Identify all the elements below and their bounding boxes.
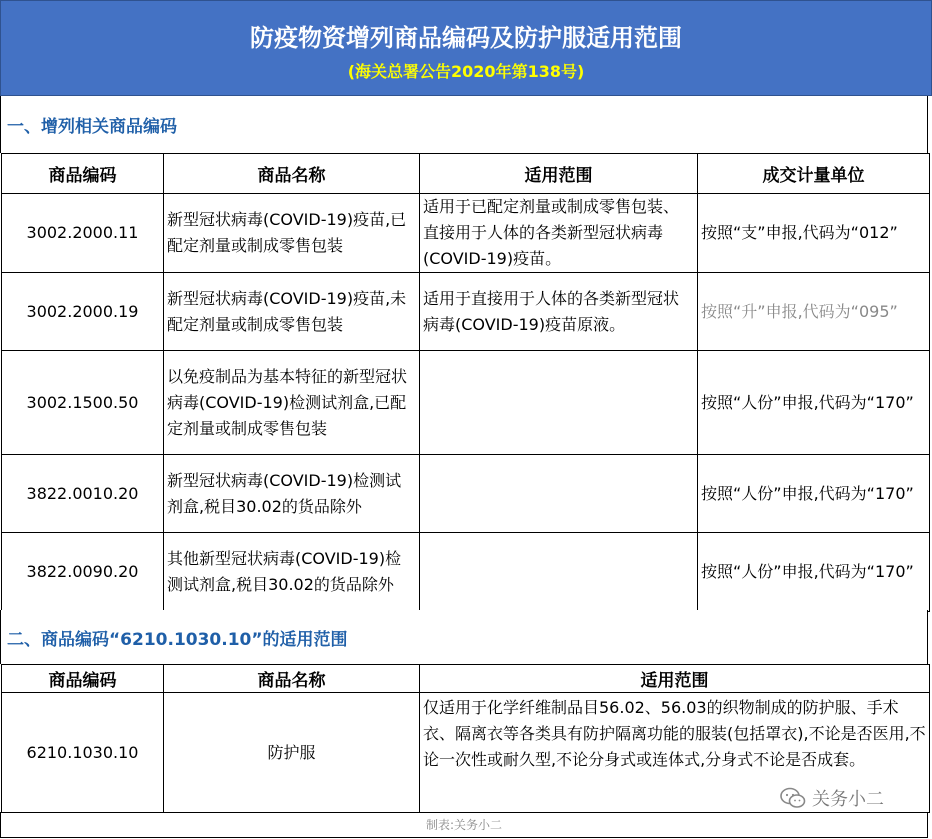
- column-header-code: 商品编码: [2, 154, 164, 194]
- unit-cell: 按照“人份”申报,代码为“170”: [698, 455, 930, 533]
- name-cell: 以免疫制品为基本特征的新型冠状病毒(COVID-19)检测试剂盒,已配定剂量或制成零售包装: [164, 351, 420, 455]
- table-row: [2, 273, 930, 351]
- unit-cell: 按照“支”申报,代码为“012”: [698, 194, 930, 273]
- wechat-icon: [780, 787, 806, 809]
- column-header-name: 商品名称: [164, 154, 420, 194]
- scope-cell: 仅适用于化学纤维制品目56.02、56.03的织物制成的防护服、手术衣、隔离衣等各类具有防护隔离功能的服装(包括罩衣),不论是否医用,不论一次性或耐久型,不论分身式或连体式,分身式不论是否成套。: [420, 693, 930, 813]
- column-header-code: 商品编码: [2, 665, 164, 693]
- name-cell: 防护服: [164, 693, 420, 813]
- name-cell: 其他新型冠状病毒(COVID-19)检测试剂盒,税目30.02的货品除外: [164, 533, 420, 612]
- title-banner: [0, 0, 932, 96]
- table-row: [2, 194, 930, 273]
- table-row: [2, 455, 930, 533]
- column-header-scope: 适用范围: [420, 154, 698, 194]
- code-cell: 3822.0010.20: [2, 455, 164, 533]
- scope-cell: [420, 455, 698, 533]
- section2-heading: [0, 610, 928, 664]
- unit-cell: 按照“人份”申报,代码为“170”: [698, 533, 930, 612]
- code-cell: 3002.1500.50: [2, 351, 164, 455]
- name-cell: 新型冠状病毒(COVID-19)疫苗,已配定剂量或制成零售包装: [164, 194, 420, 273]
- name-cell: 新型冠状病毒(COVID-19)检测试剂盒,税目30.02的货品除外: [164, 455, 420, 533]
- unit-cell: 按照“人份”申报,代码为“170”: [698, 351, 930, 455]
- watermark: [780, 785, 884, 811]
- column-header-unit: 成交计量单位: [698, 154, 930, 194]
- column-header-scope: 适用范围: [420, 665, 930, 693]
- column-header-name: 商品名称: [164, 665, 420, 693]
- code-cell: 3822.0090.20: [2, 533, 164, 612]
- section2-header-row: [2, 665, 930, 693]
- section1-title: 一、增列相关商品编码: [7, 117, 177, 137]
- page-title: 防疫物资增列商品编码及防护服适用范围: [250, 24, 682, 52]
- scope-cell: [420, 533, 698, 612]
- scope-cell: 适用于已配定剂量或制成零售包装、直接用于人体的各类新型冠状病毒(COVID-19)疫苗。: [420, 194, 698, 273]
- unit-cell: 按照“升”申报,代码为“095”: [698, 273, 930, 351]
- table-footer: 制表:关务小二: [0, 812, 928, 838]
- name-cell: 新型冠状病毒(COVID-19)疫苗,未配定剂量或制成零售包装: [164, 273, 420, 351]
- page-subtitle: (海关总署公告2020年第138号): [347, 62, 585, 81]
- table-row: [2, 351, 930, 455]
- code-cell: 3002.2000.11: [2, 194, 164, 273]
- code-cell: 3002.2000.19: [2, 273, 164, 351]
- table-row: [2, 533, 930, 612]
- code-cell: 6210.1030.10: [2, 693, 164, 813]
- scope-cell: [420, 351, 698, 455]
- scope-cell: 适用于直接用于人体的各类新型冠状病毒(COVID-19)疫苗原液。: [420, 273, 698, 351]
- section1-header-row: [2, 154, 930, 194]
- section1-heading: [0, 96, 928, 153]
- section2-title: 二、商品编码“6210.1030.10”的适用范围: [7, 629, 348, 650]
- section1-table: [1, 153, 930, 612]
- watermark-text: 关务小二: [812, 789, 884, 810]
